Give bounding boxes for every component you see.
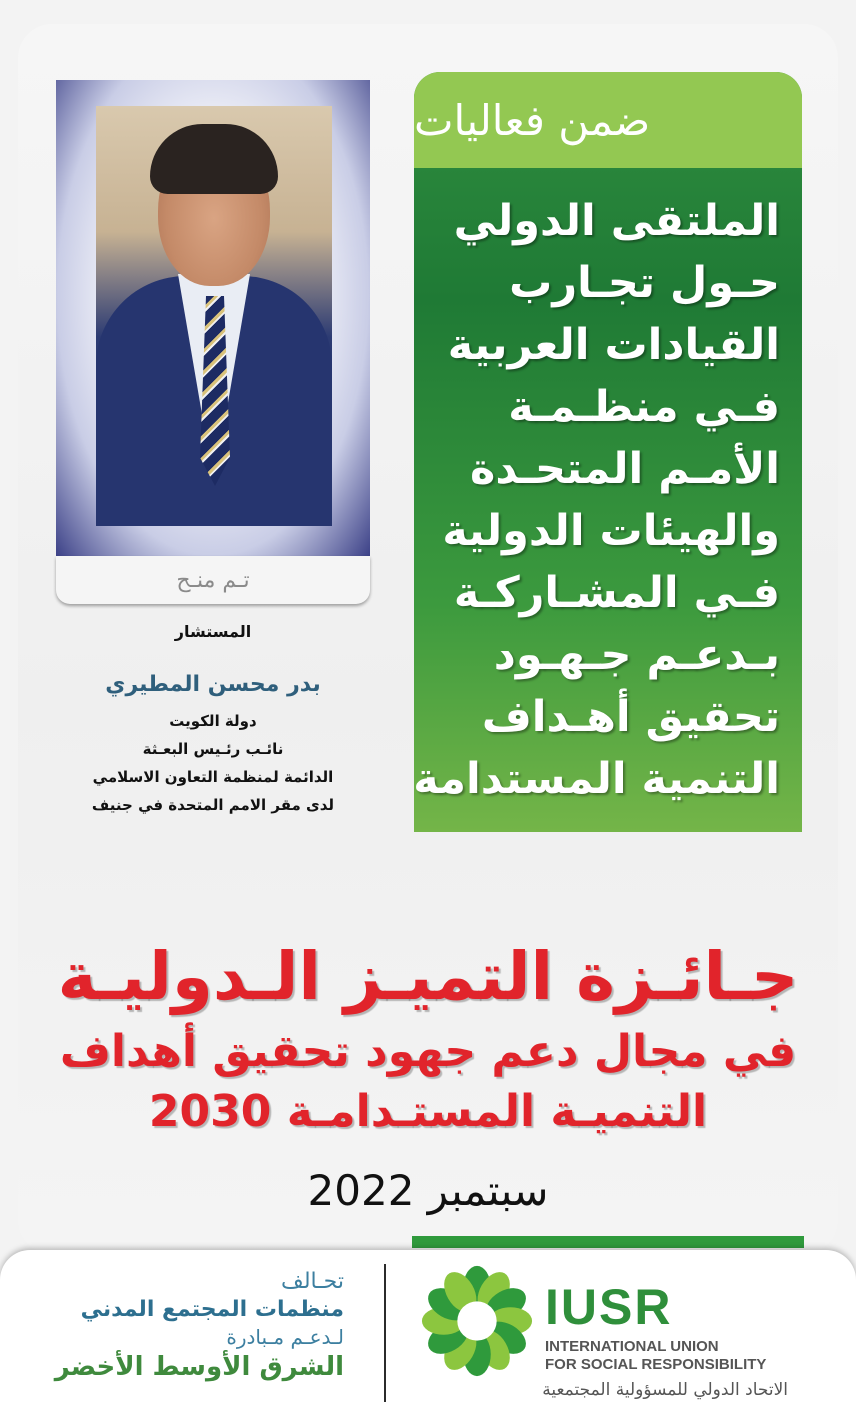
event-lines (413, 190, 780, 810)
alliance-line: الشرق الأوسط الأخضر (54, 1352, 344, 1382)
person-line: الدائمة لمنظمة التعاون الاسلامي (92, 768, 334, 786)
alliance-block (40, 1268, 344, 1384)
granted-label: تـم منـح (56, 556, 370, 604)
iusr-acronym: IUSR (545, 1279, 673, 1335)
iusr-flower-logo-icon (418, 1262, 536, 1380)
event-line: القيادات العربية (447, 320, 780, 370)
event-line: حـول تجـارب (509, 258, 780, 308)
iusr-name-en (545, 1338, 766, 1374)
award-subtitle: في مجال دعم جهود تحقيق أهداف (59, 1026, 797, 1077)
event-line: التنمية المستدامة (413, 754, 780, 804)
portrait-hair (150, 124, 278, 194)
award-date: سبتمبر 2022 (307, 1166, 549, 1215)
iusr-name-line: FOR SOCIAL RESPONSIBILITY (545, 1356, 767, 1373)
portrait-frame (56, 80, 370, 558)
person-line: لدى مقر الامم المتحدة في جنيف (91, 796, 335, 814)
person-line: نائـب رئـيس البعـثة (142, 740, 284, 758)
event-line: فـي منظـمـة (508, 382, 780, 432)
iusr-name-ar: الاتحاد الدولي للمسؤولية المجتمعية (542, 1380, 788, 1400)
event-header: ضمن فعاليات (414, 72, 802, 168)
person-name: بدر محسن المطيري (105, 672, 321, 697)
event-line: الأمـم المتحـدة (470, 444, 780, 494)
event-line: تحقيق أهـداف (481, 692, 780, 742)
award-subtitle-2: التنميـة المستـدامـة 2030 (148, 1086, 708, 1137)
event-line: بـدعـم جـهـود (493, 630, 780, 680)
footer-divider (384, 1264, 386, 1402)
award-title: جـائـزة التميـز الـدوليـة (57, 938, 799, 1015)
person-title: المستشار (174, 622, 252, 641)
green-strip (412, 1236, 804, 1248)
alliance-line: منظمات المجتمع المدني (80, 1297, 344, 1322)
event-line: الملتقى الدولي (453, 196, 780, 246)
alliance-line: لـدعـم مـبادرة (226, 1325, 344, 1349)
portrait-photo (96, 106, 332, 526)
event-line: والهيئات الدولية (442, 506, 780, 556)
alliance-line: تحـالف (281, 1269, 344, 1294)
person-line: دولة الكويت (169, 712, 257, 730)
iusr-name-line: INTERNATIONAL UNION (545, 1338, 719, 1355)
event-line: فـي المشـاركـة (453, 568, 780, 618)
